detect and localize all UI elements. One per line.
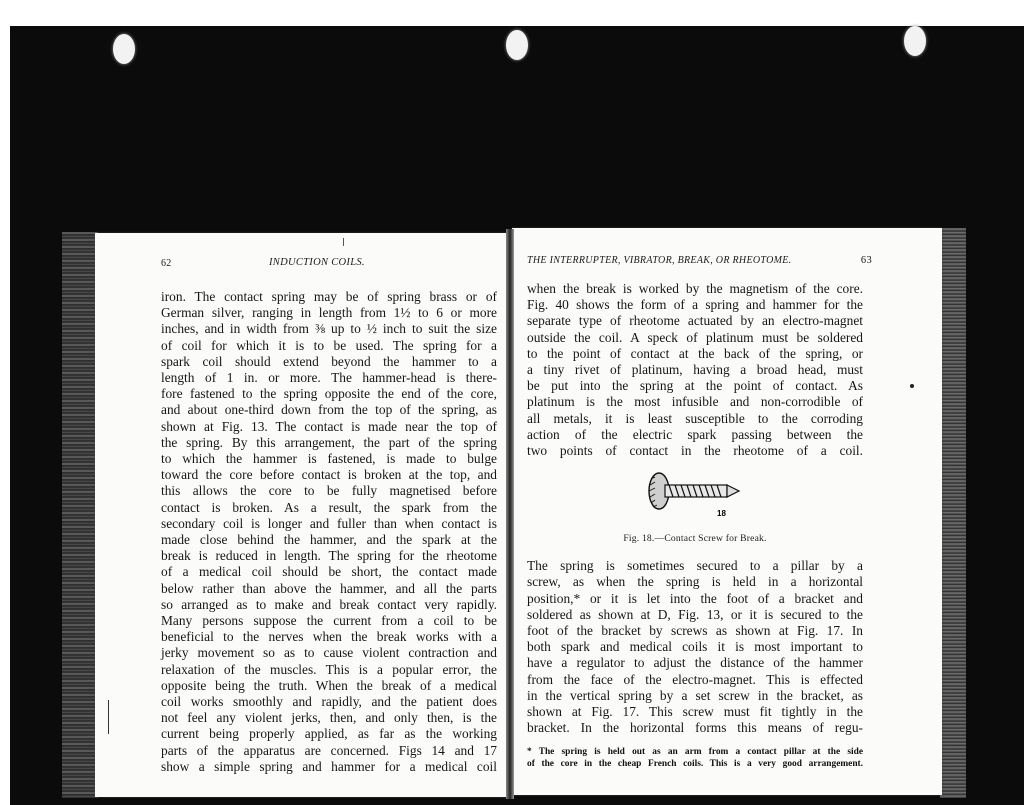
text-line: beneficial to the nerves when the break works with a bbox=[161, 629, 497, 645]
text-line: from the face of the electro-magnet. This is effected bbox=[527, 671, 863, 687]
text-line: show a simple spring and hammer for a medical coil bbox=[161, 758, 497, 774]
text-line: so arranged as to make and break contact very rapidly. bbox=[161, 596, 497, 612]
text-line: contact is broken. As a result, the spark from the bbox=[161, 499, 497, 515]
left-running-title: INDUCTION COILS. bbox=[269, 257, 365, 268]
left-body-text bbox=[161, 289, 497, 775]
right-running-head bbox=[527, 255, 872, 273]
figure-number-label: 18 bbox=[717, 509, 726, 519]
text-line: foot of the bracket by screws as shown at Fig. 17. In bbox=[527, 623, 863, 639]
text-line: German silver, ranging in length from 1½ to 6 or more bbox=[161, 305, 497, 321]
text-line: all metals, it is least susceptible to the corroding bbox=[527, 410, 863, 426]
page-tick-mark bbox=[343, 238, 344, 246]
text-line: platinum is the most infusible and non-corrodible of bbox=[527, 394, 863, 410]
text-line: be put into the spring at the point of contact. As bbox=[527, 378, 863, 394]
text-line: separate type of rheotome actuated by an electro-magnet bbox=[527, 313, 863, 329]
text-line: action of the electric spark passing between the bbox=[527, 426, 863, 442]
text-line: * The spring is held out as an arm from a contact pillar at the side bbox=[527, 747, 863, 758]
book-spine bbox=[506, 229, 514, 799]
text-line: current being properly applied, as far as the working bbox=[161, 726, 497, 742]
contact-screw-icon bbox=[645, 469, 745, 525]
right-page-number: 63 bbox=[860, 255, 872, 266]
margin-dot bbox=[910, 384, 914, 388]
text-line: to which the hammer is fastened, is made to bulge bbox=[161, 451, 497, 467]
right-body-text-bottom bbox=[527, 558, 863, 736]
text-line: this allows the core to be fully magnetised before bbox=[161, 483, 497, 499]
text-line: a tiny rivet of platinum, having a broad head, must bbox=[527, 362, 863, 378]
text-line: to the point of contact at the back of the spring, or bbox=[527, 345, 863, 361]
left-page bbox=[95, 233, 509, 797]
binder-clip-right bbox=[904, 26, 926, 56]
binder-clip-left bbox=[113, 34, 135, 64]
text-line: two points of contact in the rheotome of a coil. bbox=[527, 443, 863, 459]
left-page-edge bbox=[62, 232, 98, 798]
text-line: outside the coil. A speck of platinum must be soldered bbox=[527, 329, 863, 345]
right-running-title: THE INTERRUPTER, VIBRATOR, BREAK, OR RHEOTOME. bbox=[527, 255, 792, 266]
right-body-text-top bbox=[527, 281, 863, 459]
text-line: bracket. In the horizontal forms this means of regu- bbox=[527, 720, 863, 736]
text-line: coil works smoothly and rapidly, and the patient does bbox=[161, 694, 497, 710]
text-line: shown at Fig. 17. This screw must fit tightly in the bbox=[527, 704, 863, 720]
text-line: spark coil should extend beyond the hammer to a bbox=[161, 353, 497, 369]
text-line: secondary coil is longer and fuller than when contact is bbox=[161, 515, 497, 531]
text-line: fore fastened to the spring opposite the end of the core, bbox=[161, 386, 497, 402]
text-line: The spring is sometimes secured to a pillar by a bbox=[527, 558, 863, 574]
right-page bbox=[512, 228, 942, 795]
margin-pencil-mark bbox=[108, 700, 109, 734]
text-line: the spring. By this arrangement, the part of the spring bbox=[161, 434, 497, 450]
text-line: in the vertical spring by a set screw in the bracket, as bbox=[527, 687, 863, 703]
text-line: inches, and in width from ⅜ up to ½ inch to suit the size bbox=[161, 321, 497, 337]
text-line: made close behind the hammer, and the spark at the bbox=[161, 532, 497, 548]
text-line: opposite being the truth. When the break of a medical bbox=[161, 677, 497, 693]
text-line: of the core in the cheap French coils. This is a very good arrangement. bbox=[527, 759, 863, 770]
text-line: both spark and medical coils it is most important to bbox=[527, 639, 863, 655]
text-line: below rather than above the hammer, and all the parts bbox=[161, 580, 497, 596]
left-page-number: 62 bbox=[161, 258, 172, 269]
text-line: when the break is worked by the magnetism of the core. bbox=[527, 281, 863, 296]
text-line: length of 1 in. or more. The hammer-head is there- bbox=[161, 370, 497, 386]
text-line: soldered as shown at D, Fig. 13, or it is secured to the bbox=[527, 606, 863, 622]
footnote bbox=[527, 746, 863, 770]
text-line: and about one-third down from the top of the spring, as bbox=[161, 402, 497, 418]
text-line: break is reduced in length. The spring for the rheotome bbox=[161, 548, 497, 564]
text-line: iron. The contact spring may be of spring brass or of bbox=[161, 289, 497, 304]
right-page-edge bbox=[940, 228, 966, 798]
text-line: shown at Fig. 13. The contact is made near the top of bbox=[161, 418, 497, 434]
text-line: relaxation of the muscles. This is a popular error, the bbox=[161, 661, 497, 677]
text-line: jerky movement so as to cause violent contraction and bbox=[161, 645, 497, 661]
binder-clip-center bbox=[506, 30, 528, 60]
left-running-head bbox=[161, 257, 497, 275]
figure-caption: Fig. 18.—Contact Screw for Break. bbox=[623, 533, 767, 545]
text-line: of a medical coil should be short, the contact made bbox=[161, 564, 497, 580]
text-line: of coil for which it is to be used. The spring for a bbox=[161, 337, 497, 353]
text-line: position,* or it is let into the foot of a bracket and bbox=[527, 590, 863, 606]
text-line: parts of the apparatus are concerned. Figs 14 and 17 bbox=[161, 742, 497, 758]
text-line: Many persons suppose the current from a coil to be bbox=[161, 613, 497, 629]
text-line: not feel any violent jerks, then, and only then, is the bbox=[161, 710, 497, 726]
contact-screw-figure bbox=[527, 469, 863, 525]
text-line: toward the core before contact is broken at the top, and bbox=[161, 467, 497, 483]
text-line: screw, as when the spring is held in a horizontal bbox=[527, 574, 863, 590]
text-line: Fig. 40 shows the form of a spring and hammer for the bbox=[527, 297, 863, 313]
text-line: have a regulator to adjust the distance of the hammer bbox=[527, 655, 863, 671]
